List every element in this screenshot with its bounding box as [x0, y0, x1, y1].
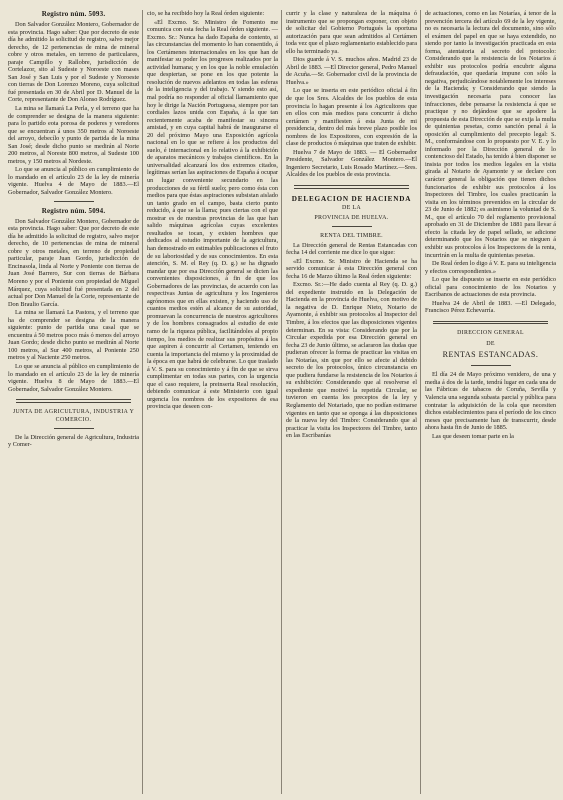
- notice-paragraph: La mina se llamará La Perla, y el terreno que ha de comprender se designa de la manera siguiente: para lo partido eota porosa de poderes y veredores que se encuentran á unos 350 metros al Noroeste del arroyo, debecílo y punto de partida de la mina San José; desde dicho punto se medirán al Norte 200 metros, al Noreste 800 metros, al Sudeste 100 metros, y 150 metros al Nordeste.: [8, 105, 139, 165]
- section-heading: JUNTA DE AGRICULTURA, INDUSTRIA Y COMERCIO.: [12, 408, 135, 423]
- divider: [54, 428, 94, 429]
- notice-paragraph: Lo que se anuncia al público en cumplimiento de lo mandado en el artículo 23 de la ley de minería vigente. Huelva 4 de Mayo de 1883.—El Gobernador, Salvador González Montero.: [8, 166, 139, 197]
- section-divider: [294, 185, 409, 189]
- notice-paragraph: cio, se ha recibido hoy la Real órden siguiente:: [147, 10, 265, 17]
- notice-paragraph: De Real órden lo digo á V. E. para su inteligencia y efectos correspondientes.»: [425, 260, 556, 275]
- notice-paragraph: currir y la clase y naturaleza de la máquina ó instrumento que se propongan exponer, con objeto de solicitar del Gobierno Portugués la oportuna autorización para que sean admitidos al Certámen toda vez que el plazo reglamentario establecido para ello ha terminado ya.: [286, 10, 418, 55]
- notice-paragraph: Lo que se inserta en este periódico oficial á fin de que los Sres. Alcaldes de los pueblos de esta provincia lo hagan presente á los Agricultores que en ellos con más medios para concurrir á dicho certámen y manifiesten á esta Junta de mi presidencia, dentro del más breve plazo posible los nombres de los Expositores, con expresión de la clase de productos ó máquinas que traten de exhibir.: [286, 87, 417, 148]
- notice-paragraph: El día 24 de Mayo próximo venidero, de una y media á dos de la tarde, tendrá lugar en cada una de las Fábricas de tabacos de Coruña, Sevilla y Valencia una segunda subasta parcial y pública para contratar la adquisición de la cola que necesiten dichos establecimientos para el período de los cinco meses que precisamente han de transcurrir, desde ahora hasta fin de Junio de 1885.: [425, 371, 556, 432]
- divider: [332, 226, 372, 227]
- section-subheading: PROVINCIA DE HUELVA.: [314, 214, 389, 221]
- notice-paragraph: Dios guarde á V. S. muchos años. Madrid 23 de Abril de 1883. —El Director general, Pedro Manuel de Acuña.—Sr. Gobernador civil de la provincia de Huelva.»: [286, 56, 417, 86]
- notice-paragraph: Lo que he dispuesto se inserte en este periódico oficial para conocimiento de los Notarios y Escribanos de actuaciones de esta provincia.: [425, 276, 556, 299]
- notice-title: Registro núm. 5094.: [41, 206, 106, 215]
- section-divider: [16, 399, 131, 403]
- section-big-title: RENTAS ESTANCADAS.: [442, 350, 539, 360]
- notice-paragraph: de actuaciones, como en las Notarías, á tenor de la prevención tercera del artículo 69 de la ley vigente, no es necesaria la lectura del documento, sino sólo el exámen del papel en que se haya extendido, no siendo por tanto la investigación practicada en esta forma, atentatoria al secreto del protocolo: Considerando que la resistencia de los Notarios á exhibir sus protocolos podría encubrir alguna defraudación, que quedaría impune con sólo la negativa, perjudicándose notablemente los intereses de la Hacienda; y Considerando que siendo la investigación necesaria para conocer las infracciones, debe pensarse la resistencia á que se practique y no dejándose que se apodere la propuesta de esta Dirección de que se exija la multa de quinientas pesetas, como sanción penal á la oposición al cumplimiento del precepto legal: S. M., conformándose con lo propuesto por V. E. y lo informado por la Dirección general de lo contencioso del Estado, ha tenido á bien disponer se insista por todos los medios legales en la visita girada al Notario de Ayamonte y se declare con carácter general la obligación que tienen dichos funcionarios de exhibir sus protocolos á los Inspectores del Timbre, los cuales practicarán la visita en los términos prevenidos en la circular de 23 de Junio de 1882; es asimismo la voluntad de S. M., que el artículo 70 del reglamento provisional aprobado en 31 de Diciembre de 1881 para llevar á efecto la citada ley de papel sellado, se adicione determinando que los Notarios que se nieguen á exhibir sus protocolos á los Inspectores de la renta, incurrirán en la multa de quinientas pesetas.: [425, 10, 556, 259]
- notice-paragraph: Don Salvador González Montero, Gobernador de esta provincia. Hago saber: Que por decreto de este día he admitido la solicitud de registro, salvo mejor derecho, de 12 pertenencias de mina de mineral cobre y otros metales, en terreno de particulares, paraje Campillo y Rallobre, jurisdicción de Cortelazor, sito al Sudeste y Noroeste con mases San José y San Luis y por el Sudeste y Noroeste con tierras de Don Lorenzo Moreno, cuya solicitud fué presentada en 30 de Abril por D. Manuel de la Corte, representante de Don Alonso Rodríguez.: [8, 21, 139, 104]
- notice-title: Registro núm. 5093.: [41, 10, 106, 18]
- notice-paragraph: Huelva 24 de Abril de 1883. —El Delegado, Francisco Pérez Echevarría.: [425, 299, 556, 315]
- column-2: [147, 10, 282, 794]
- section-heading: DIRECCION GENERAL: [457, 330, 524, 337]
- column-4: [425, 10, 559, 794]
- notice-paragraph: Huelva 7 de Mayo de 1883. — El Gobernador Presidente, Salvador González Montero.—El Ingeniero Secretario, Luis Rosado Martínez.—Sres. Alcaldes de los pueblos de esta provincia.: [286, 148, 417, 179]
- notice-paragraph: «El Excmo. Sr. Ministro de Hacienda se ha servido comunicar á esta Dirección general con fecha 16 de Marzo último la Real órden siguiente:: [286, 257, 417, 280]
- notice-paragraph: Don Salvador González Montero, Gobernador de esta provincia. Hago saber: Que por decreto de este día he admitido la solicitud de registro, salvo mejor derecho, de 10 pertenencias de mina de mineral cobre y otros metales, en terreno de propiedad particular, paraje Juan Gordo, jurisdicción de Encinasola, linda al Norte y Poniente con tierras de Juan José Barrero, Sur con tierras de Bárbara Moreno y por el Poniente con propiedad de Miguel Márquez, cuya solicitud fué presentada en 2 del actual por Don Manuel de la Corte, representante de Don Braulio García.: [8, 217, 139, 308]
- section-heading: DELEGACION DE HACIENDA: [291, 194, 412, 203]
- notice-paragraph: Las que deseen tomar parte en la: [432, 432, 514, 440]
- notice-paragraph: Lo que se anuncia al público en cumplimiento de lo mandado en el artículo 23 de la ley de minería vigente. Huelva 8 de Mayo de 1883.—El Gobernador, Salvador González Montero.: [8, 362, 139, 393]
- section-subheading: DE: [486, 341, 495, 348]
- notice-paragraph: La Dirección general de Rentas Estancadas con fecha 14 del corriente me dice lo que sigue:: [286, 241, 417, 257]
- section-subheading: DE LA: [342, 204, 361, 211]
- notice-paragraph: La mina se llamará La Pastora, y el terreno que ha de comprender se designa de la manera siguiente: punto de partida una casal que se encuentra á 50 metros poco más ó menos del arroyo Juan Gordo; desde dicho punto se medirán al Norte 100 metros, al Sur 400 metros, al Poniente 250 metros y al Naciente 250 metros.: [8, 309, 139, 362]
- column-1: [8, 10, 143, 794]
- notice-paragraph: «El Excmo. Sr. Ministro de Fomento me comunica con esta fecha la Real órden siguiente. — Excmo. Sr.: Nunca ha dado España de contento, si las circunstancias del momento lo han consentido, á los Certámenes internacionales en los que han de manifestar su poder los progresos realizados por la actividad humana; y en los que la noble emulación que despiertan, se pone en los que potente la resolución de nuevos adelantos en todas las esferas de la inteligencia y del trabajo. Y siendo esto así, mal podría no responder al oficial llamamiento que hoy le dirige la Nación Portuguesa, siempre por tan cordiales lazos unida con España, á la que tan recientemente acaba de manifestar su sincera amistad, y en cuya capital habrá de inaugurarse el 20 del próximo Mayo una Exposición agrícola nacional en lo que se refiere á los productos del suelo, é internacional en lo relativo á la exhibición de aparatos mecánicos y trabajos científicos. En la universalidad alcanzará los dos extremos citados, legítimas serían las aspiraciones de España á ocupar un lugar conveniente secundario en las producciones de su fértil suelo; pero como ésta con medios para que éstas aspiraciones subsistan aislado un tanto grado en el campo, basta cierto punto reducido, á que se la llama; pues ciertas con el que mostrar es de nuestras provincias de las que han salido máquinas agrícolas cuyas excelentes resultados se tocan, y existen hombres que dedicados al estudio importante de la agricultura, han demostrado en estimables publicaciones el fruto de su laboriosidad y de sus conocimientos. En esta atención, S. M. el Rey (q. D. g.) se ha dignado mandar que por esa Dirección general se dicten las convenientes disposiciones, á fin de que los Gobernadores de las provincias, de acuerdo con las respectivas Juntas de agricultura y los Ingenieros agrónomos que en ellas existen, y haciendo uso de cuantos medios estén al alcance de su autoridad, promuevan la concurrencia de nuestros agricultores y de los hombres consagrados al estudio de este ramo de la riqueza pública, facilitándoles al propio tiempo, los medios de realizar sus propósitos á los que aspiren á concurrir al Certamen, teniendo en cuenta la importancia del mismo y la proximidad de la época en que habrá de celebrarse. Lo que traslado á V. S. para su conocimiento y á fin de que se sirva cumplimentar en todas sus partes, con la urgencia que el caso requiere, la preinserta Real resolución, debiendo comunicar á este Ministerio con igual urgencia los nombres de los expositores de esa provincia que deseen con-: [147, 18, 278, 411]
- divider: [54, 201, 94, 202]
- notice-paragraph: Excmo. Sr.:—He dado cuenta al Rey (q. D. g.) del expediente instruido en la Delegación de Hacienda en la provincia de Huelva, con motivo de la negativa de D. Enrique Nieto, Notario de Ayamonte, á exhibir sus protocolos al Inspector del Timbre, á los efectos que las disposiciones vigentes determinan. En su vista: Considerando que por la Circular expedida por esa Dirección general en fecha 23 de Junio último, se aclararon las dudas que pudieran ofrecer la forma de practicar las visitas en las Notarías, sin que por ello se afecte al debido secreto de los protocolos, único circunstancia en que pudiera fundarse la resistencia de los Notarios á su exhibición: Considerando que al resolverse el expediente que motivó la repetida Circular, se tuvieron en cuenta los preceptos de la ley y Reglamento del Notariado, que no podían estimarse vigentes en tanto que se oponga á las disposiciones de la nueva ley del Timbre: Considerando que al practicar la visita los Inspectores del Timbre, tanto en las Escribanías: [286, 281, 417, 440]
- divider: [471, 365, 511, 366]
- subsection-heading: RENTA DEL TIMBRE.: [320, 232, 383, 239]
- column-3: [286, 10, 421, 794]
- text-columns: [8, 10, 555, 794]
- section-divider: [433, 321, 548, 325]
- notice-paragraph: De la Dirección general de Agricultura, Industria y Comer-: [8, 433, 139, 449]
